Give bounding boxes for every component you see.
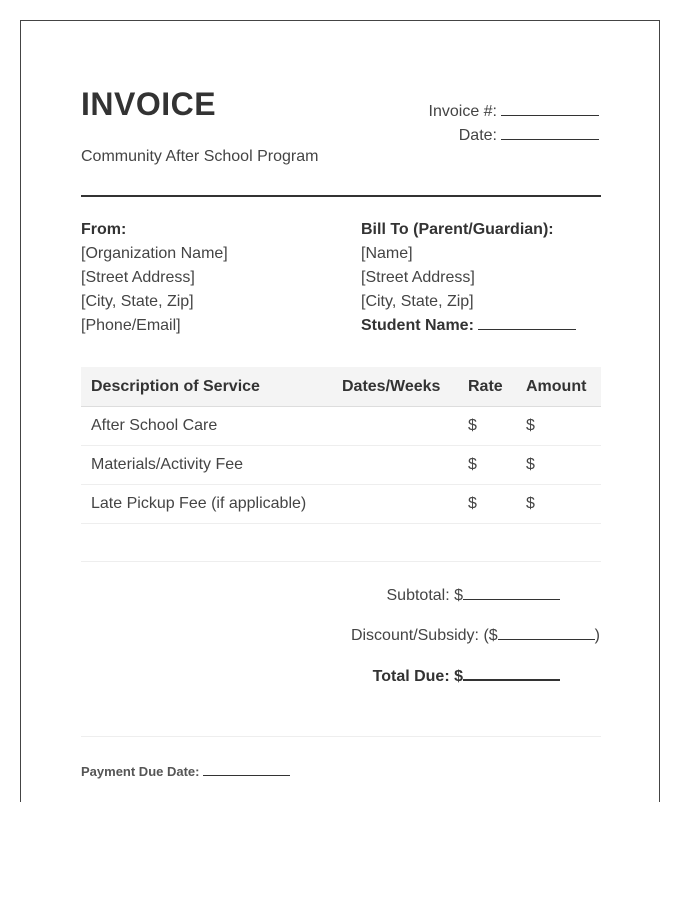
invoice-meta [429,100,599,148]
table-row [81,407,601,446]
bill-to-line: [City, State, Zip] [361,293,474,310]
total-due-row [373,665,560,686]
payment-due-blank[interactable] [203,764,290,776]
invoice-number-blank[interactable] [501,101,599,116]
subtotal-label: Subtotal: $ [386,587,463,604]
invoice-number-label: Invoice #: [428,103,497,120]
invoice-title: INVOICE [81,86,217,122]
invoice-page [20,20,660,802]
subtotal-row [387,585,561,605]
service-rate: $ [458,407,516,446]
payment-due-row [81,764,290,779]
service-dates [332,407,458,446]
service-rate: $ [458,485,516,524]
invoice-date-label: Date: [458,127,497,144]
bill-to-line: [Name] [361,245,413,262]
service-description: After School Care [81,407,332,446]
student-name-label: Student Name: [361,317,474,334]
subtotal-blank[interactable] [463,585,560,600]
payment-due-label: Payment Due Date: [81,764,200,779]
service-description: Materials/Activity Fee [81,446,332,485]
student-name-row [361,314,576,338]
table-row [81,485,601,524]
from-line: [Organization Name] [81,245,228,262]
column-header-amount: Amount [516,367,601,407]
discount-label: Discount/Subsidy: ($ [350,627,498,644]
bill-to-line: [Street Address] [361,269,475,286]
column-header-description: Description of Service [81,367,332,407]
discount-row [351,625,600,645]
from-block [81,218,228,338]
services-table [81,367,601,524]
table-row [81,446,601,485]
header-divider [81,195,601,197]
bill-to-heading: Bill To (Parent/Guardian): [361,221,554,238]
from-line: [City, State, Zip] [81,293,194,310]
invoice-date-row [429,124,599,148]
service-amount: $ [516,407,601,446]
student-name-blank[interactable] [478,315,576,330]
total-due-label: Total Due: $ [372,668,463,685]
from-line: [Phone/Email] [81,317,181,334]
program-name: Community After School Program [81,148,319,165]
discount-blank[interactable] [498,625,595,640]
total-due-blank[interactable] [463,665,560,681]
service-amount: $ [516,446,601,485]
bill-to-block [361,218,576,338]
service-amount: $ [516,485,601,524]
table-bottom-divider [81,561,601,562]
table-header-row [81,367,601,407]
footer-divider [81,736,601,737]
column-header-dates: Dates/Weeks [332,367,458,407]
column-header-rate: Rate [458,367,516,407]
from-heading: From: [81,221,127,238]
invoice-date-blank[interactable] [501,125,599,140]
service-dates [332,485,458,524]
invoice-number-row [429,100,599,124]
discount-close: ) [594,627,600,644]
from-line: [Street Address] [81,269,195,286]
service-description: Late Pickup Fee (if applicable) [81,485,332,524]
service-dates [332,446,458,485]
service-rate: $ [458,446,516,485]
